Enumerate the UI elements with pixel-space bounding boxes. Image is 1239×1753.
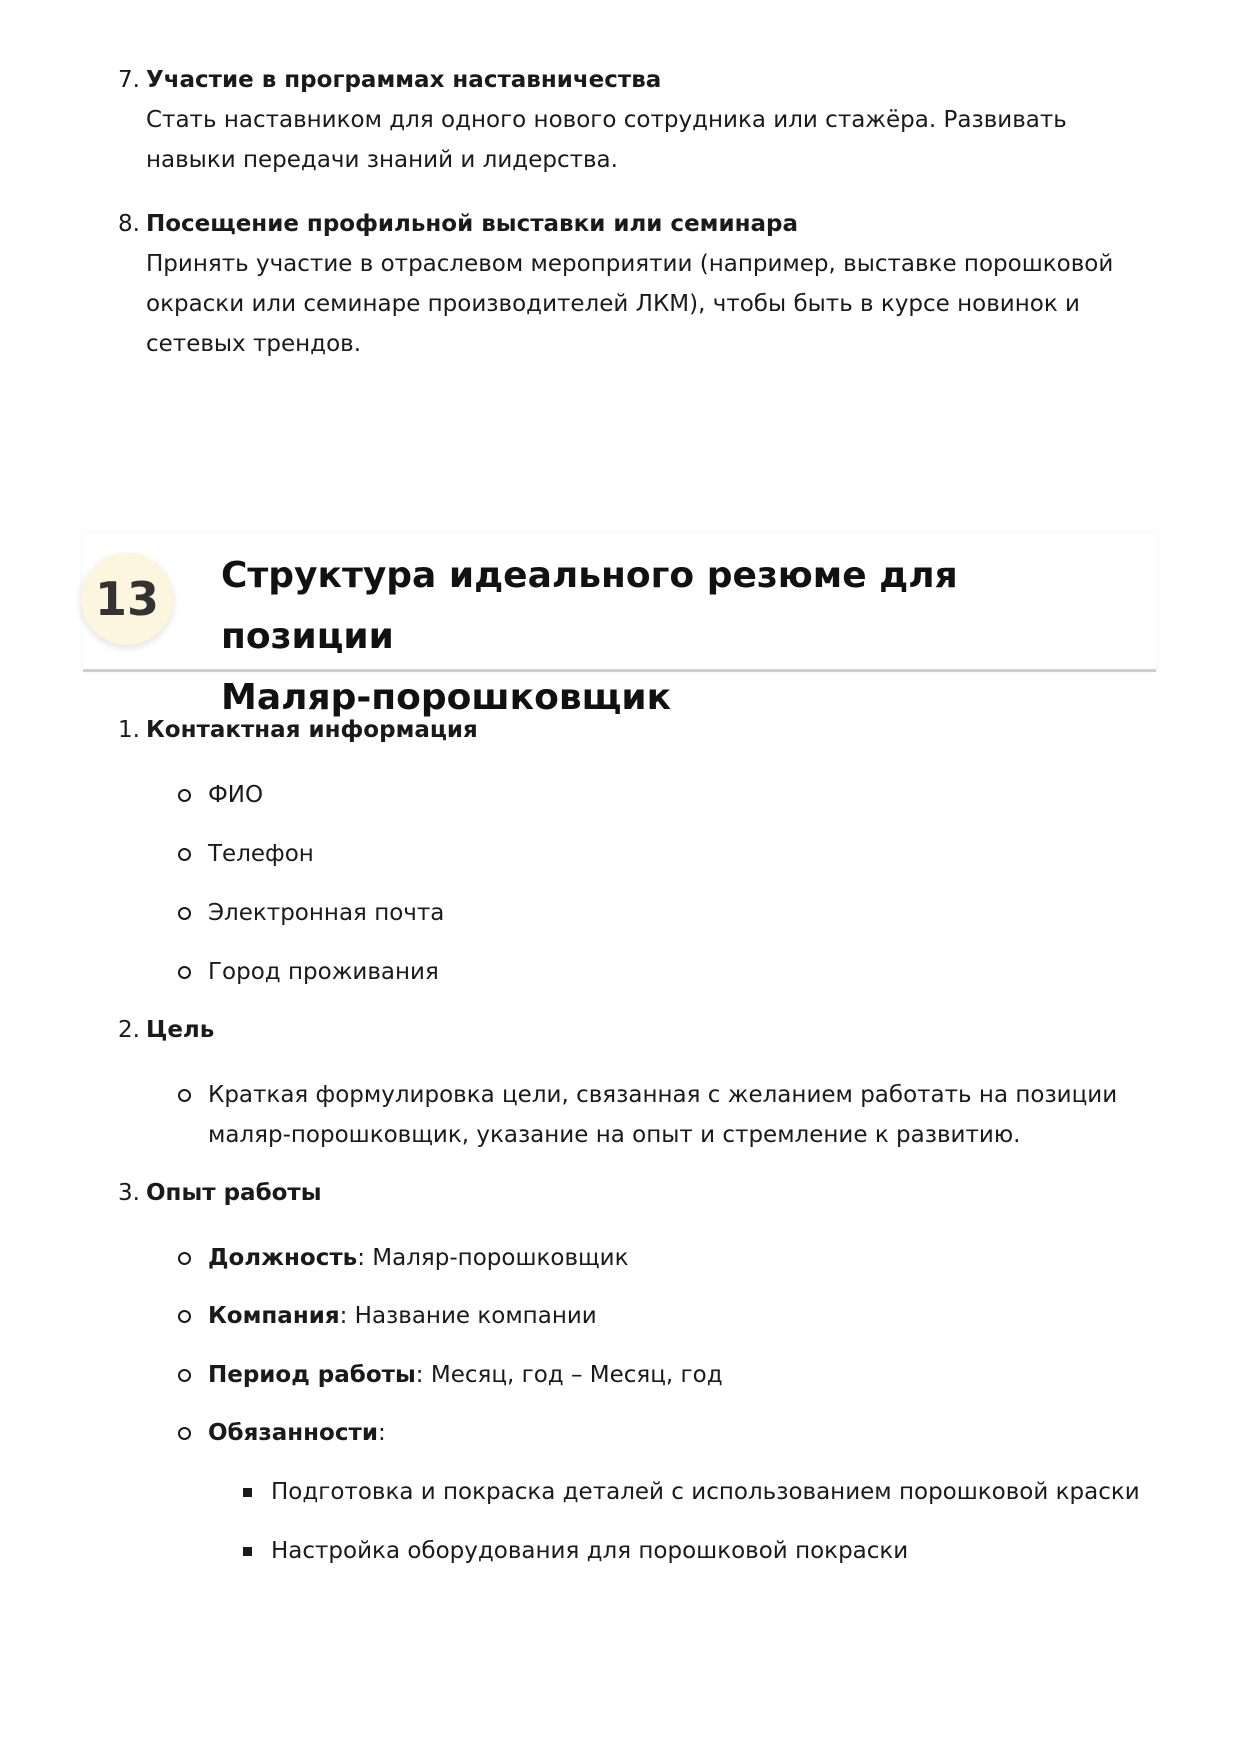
duty-item-equipment xyxy=(0,1531,1171,1571)
goals-list-continued xyxy=(0,60,1239,364)
duty-item-painting xyxy=(0,1472,1171,1512)
field-value: : Название компании xyxy=(339,1303,597,1329)
sub-item-text: ФИО xyxy=(208,782,264,808)
item-title: Посещение профильной выставки или семинара xyxy=(146,211,798,237)
circle-bullet-icon xyxy=(178,907,191,920)
item-description: Принять участие в отраслевом мероприятии (например, выставке порошковой окраски или семинаре производителей ЛКМ), чтобы быть в курсе новинок и сетевых трендов. xyxy=(146,251,1114,357)
sub-item-fio xyxy=(0,775,1148,815)
field-value: : Месяц, год – Месяц, год xyxy=(415,1362,723,1388)
square-bullet-icon xyxy=(243,1547,252,1556)
field-label: Обязанности xyxy=(208,1420,378,1446)
item-title: Опыт работы xyxy=(146,1180,322,1206)
section-title-line-1: Структура идеального резюме для позиции xyxy=(221,555,958,657)
circle-bullet-icon xyxy=(178,1427,191,1440)
item-description: Стать наставником для одного нового сотрудника или стажёра. Развивать навыки передачи знаний и лидерства. xyxy=(146,107,1067,173)
sub-item-email xyxy=(0,893,1148,933)
section-header xyxy=(83,533,1156,718)
sub-item-city xyxy=(0,952,1148,992)
circle-bullet-icon xyxy=(178,1089,191,1102)
section-number-badge: 13 xyxy=(81,553,173,645)
field-label: Период работы xyxy=(208,1362,416,1388)
field-label: Компания xyxy=(208,1303,340,1329)
field-label: Должность xyxy=(208,1245,358,1271)
circle-bullet-icon xyxy=(178,848,191,861)
sub-item-text: Электронная почта xyxy=(208,900,445,926)
circle-bullet-icon xyxy=(178,789,191,802)
duty-text: Подготовка и покраска деталей с использованием порошковой краски xyxy=(271,1479,1140,1505)
item-number: 3. xyxy=(118,1180,140,1206)
item-number: 7. xyxy=(118,67,140,93)
item-title: Цель xyxy=(146,1017,215,1043)
sub-item-company xyxy=(0,1296,1148,1336)
sub-item-phone xyxy=(0,834,1148,874)
list-item-experience xyxy=(0,1173,1239,1213)
item-title: Участие в программах наставничества xyxy=(146,67,662,93)
circle-bullet-icon xyxy=(178,966,191,979)
sub-item-text: Город проживания xyxy=(208,959,439,985)
sub-item-duties xyxy=(0,1413,1148,1453)
circle-bullet-icon xyxy=(178,1252,191,1265)
item-number: 2. xyxy=(118,1017,140,1043)
list-item-mentoring xyxy=(0,60,1146,180)
list-item-contact xyxy=(0,710,1239,750)
resume-structure-list xyxy=(0,710,1239,1571)
section-title xyxy=(221,545,1121,728)
sub-item-text: Телефон xyxy=(208,841,314,867)
list-item-exhibition xyxy=(0,204,1146,364)
sub-item-period xyxy=(0,1355,1148,1395)
list-item-goal xyxy=(0,1010,1239,1050)
circle-bullet-icon xyxy=(178,1369,191,1382)
sub-item-text: Краткая формулировка цели, связанная с желанием работать на позиции маляр-порошковщик, указание на опыт и стремление к развитию. xyxy=(208,1082,1118,1148)
circle-bullet-icon xyxy=(178,1310,191,1323)
sub-item-position xyxy=(0,1238,1148,1278)
sub-item-goal-text xyxy=(0,1075,1148,1155)
square-bullet-icon xyxy=(243,1488,252,1497)
item-number: 1. xyxy=(118,717,140,743)
section-title-line-2: Маляр-порошковщик xyxy=(221,677,672,718)
item-title: Контактная информация xyxy=(146,717,478,743)
field-colon: : xyxy=(377,1420,386,1446)
duty-text: Настройка оборудования для порошковой покраски xyxy=(271,1538,909,1564)
item-number: 8. xyxy=(118,211,140,237)
field-value: : Маляр-порошковщик xyxy=(357,1245,629,1271)
